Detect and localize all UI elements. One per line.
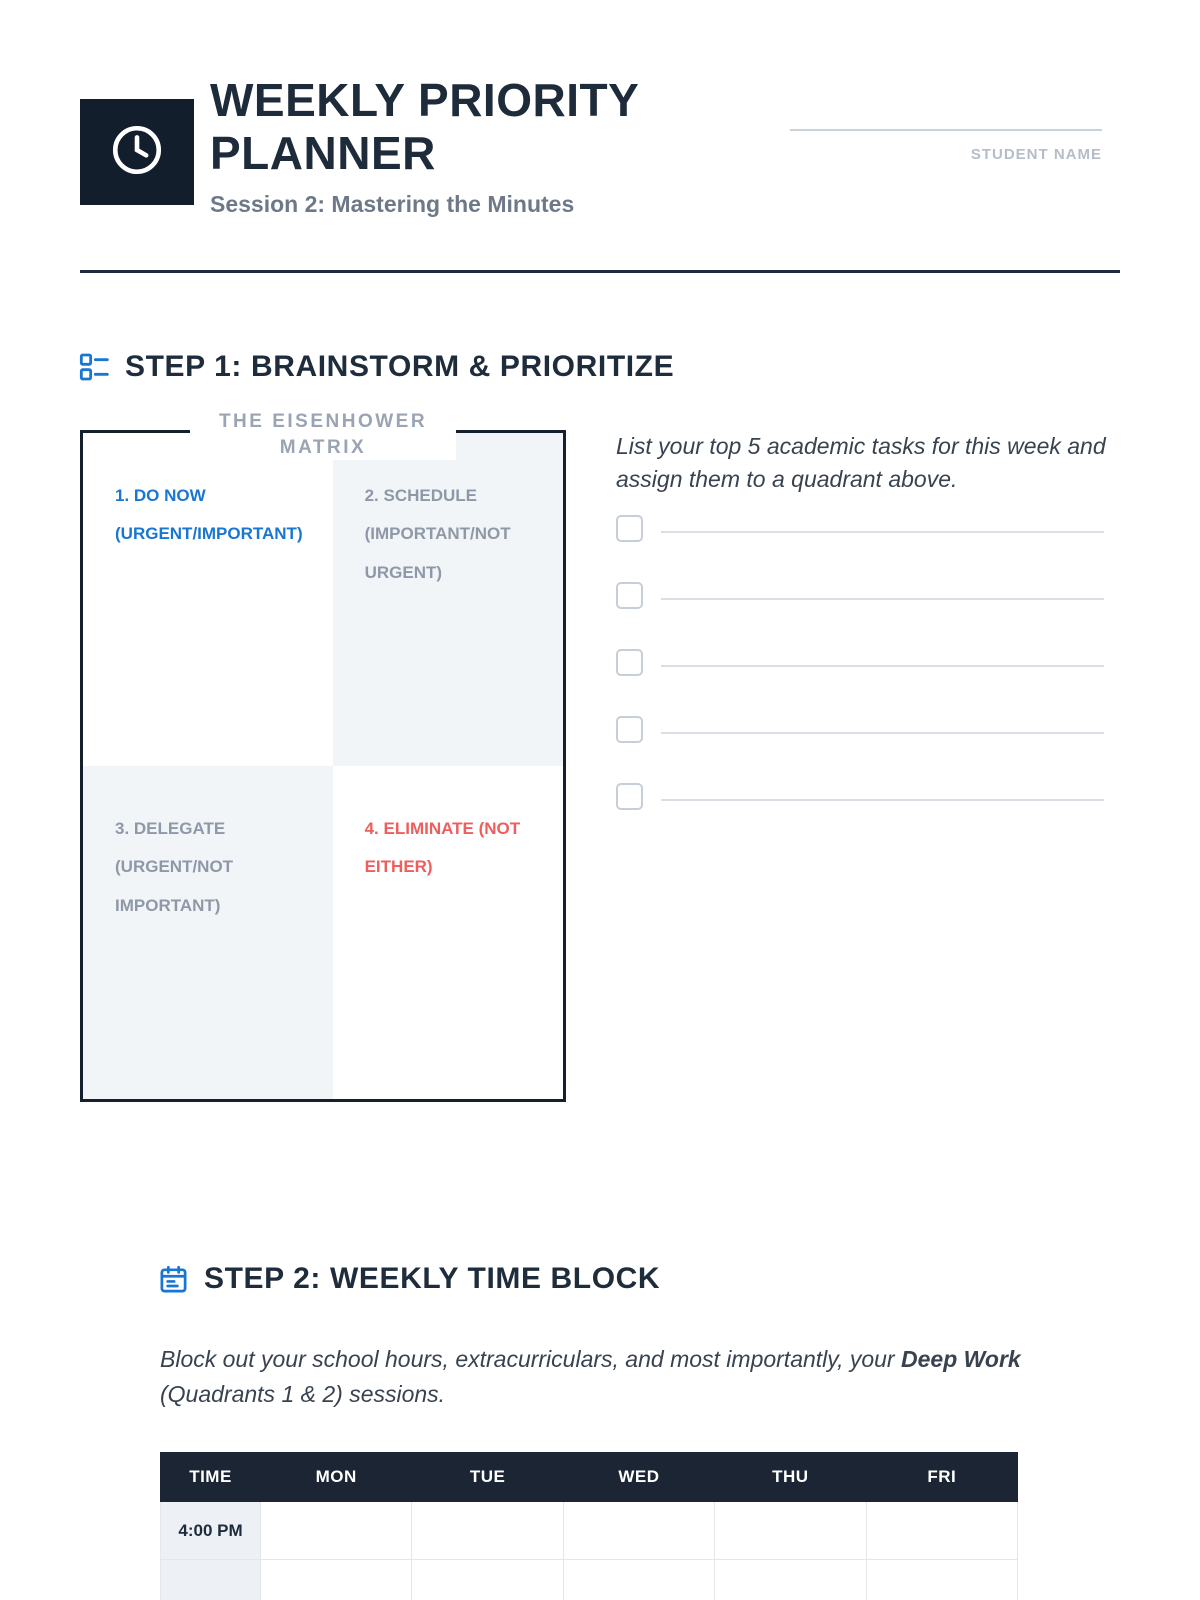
task-checkbox[interactable]	[616, 582, 643, 609]
planner-logo	[80, 99, 194, 205]
schedule-cell[interactable]	[715, 1560, 866, 1600]
task-checkbox[interactable]	[616, 515, 643, 542]
task-row	[616, 782, 1104, 810]
task-checkbox[interactable]	[616, 783, 643, 810]
page-title: WEEKLY PRIORITY PLANNER	[210, 74, 639, 180]
col-header-thu: THU	[715, 1453, 866, 1502]
matrix-quadrant-eliminate[interactable]: 4. ELIMINATE (NOT EITHER)	[333, 766, 563, 1099]
deep-work-emphasis: Deep Work	[901, 1346, 1021, 1372]
schedule-cell[interactable]	[715, 1502, 866, 1560]
schedule-cell[interactable]	[563, 1560, 714, 1600]
clock-icon	[108, 121, 166, 184]
task-writing-line[interactable]	[661, 732, 1104, 734]
step2-heading: STEP 2: WEEKLY TIME BLOCK	[204, 1262, 661, 1295]
task-checkbox[interactable]	[616, 649, 643, 676]
step2-instruction	[160, 1342, 1060, 1411]
schedule-cell[interactable]	[866, 1502, 1017, 1560]
schedule-cell[interactable]	[866, 1560, 1017, 1600]
eisenhower-matrix	[80, 411, 566, 1102]
task-writing-line[interactable]	[661, 665, 1104, 667]
step2-instruction-after: (Quadrants 1 & 2) sessions.	[160, 1380, 446, 1407]
table-row	[161, 1560, 1018, 1600]
col-header-tue: TUE	[412, 1453, 563, 1502]
schedule-cell[interactable]	[412, 1502, 563, 1560]
table-header-row	[161, 1453, 1018, 1502]
tasks-instruction: List your top 5 academic tasks for this week and assign them to a quadrant above.	[616, 433, 1106, 492]
student-name-label: STUDENT NAME	[970, 146, 1102, 163]
task-writing-line[interactable]	[661, 799, 1104, 801]
schedule-cell[interactable]	[261, 1502, 412, 1560]
step2-instruction-before: Block out your school hours, extracurriculars, and most importantly, your	[160, 1346, 901, 1372]
step1-heading: STEP 1: BRAINSTORM & PRIORITIZE	[125, 350, 675, 383]
task-row	[616, 648, 1104, 676]
schedule-cell[interactable]	[261, 1560, 412, 1600]
task-row	[616, 514, 1104, 542]
checklist-icon	[78, 351, 110, 383]
table-row	[161, 1502, 1018, 1560]
task-row	[616, 715, 1104, 743]
matrix-quadrant-schedule[interactable]: 2. SCHEDULE (IMPORTANT/NOT URGENT)	[333, 433, 563, 766]
calendar-icon	[158, 1264, 189, 1295]
task-writing-line[interactable]	[661, 531, 1104, 533]
task-writing-line[interactable]	[661, 598, 1104, 600]
matrix-title: THE EISENHOWER MATRIX	[190, 409, 456, 460]
matrix-quadrant-delegate[interactable]: 3. DELEGATE (URGENT/NOT IMPORTANT)	[83, 766, 333, 1099]
page-subtitle: Session 2: Mastering the Minutes	[210, 190, 575, 217]
time-cell: 4:00 PM	[161, 1502, 261, 1560]
weekly-time-block-table	[160, 1452, 1018, 1600]
task-row	[616, 581, 1104, 609]
task-checkbox[interactable]	[616, 716, 643, 743]
task-list	[616, 514, 1104, 849]
schedule-cell[interactable]	[412, 1560, 563, 1600]
col-header-mon: MON	[261, 1453, 412, 1502]
col-header-wed: WED	[563, 1453, 714, 1502]
header-divider	[80, 270, 1120, 273]
col-header-fri: FRI	[866, 1453, 1017, 1502]
col-header-time: TIME	[161, 1453, 261, 1502]
time-cell	[161, 1560, 261, 1600]
student-name-line[interactable]	[790, 129, 1102, 131]
schedule-cell[interactable]	[563, 1502, 714, 1560]
matrix-quadrant-do-now[interactable]: 1. DO NOW (URGENT/IMPORTANT)	[83, 433, 333, 766]
